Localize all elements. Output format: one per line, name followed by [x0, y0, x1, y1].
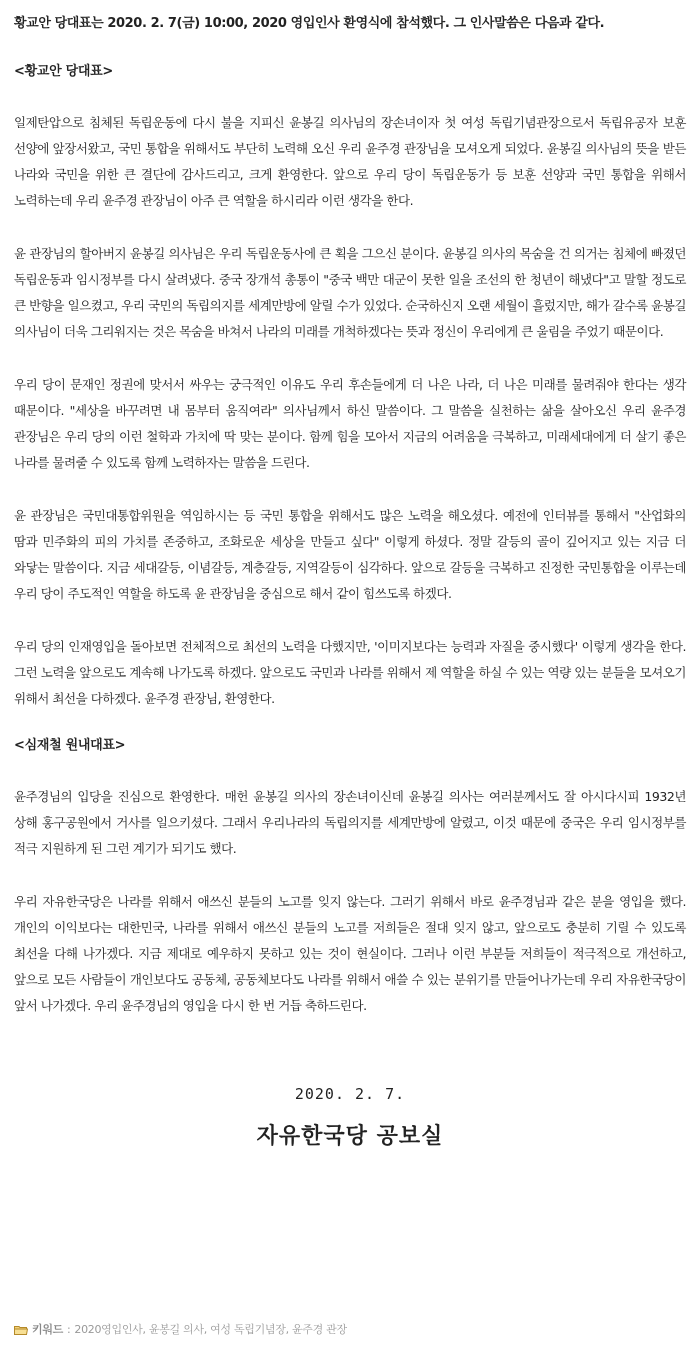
speaker-heading: <심재철 원내대표> [14, 738, 126, 753]
paragraph: 윤주경님의 입당을 진심으로 환영한다. 매헌 윤봉길 의사의 장손녀이신데 윤봉길 의사는 여러분께서도 잘 아시다시피 1932년 상해 홍구공원에서 거사를 일으키셨다. 그래서 우리나라의 독립의지를 세계만방에 알렸고, 이것 때문에 중국은 우리 임시정부를 적극 지원하게 된 그런 계기가 되기도 했다. [14, 789, 686, 856]
paragraph: 윤 관장님의 할아버지 윤봉길 의사님은 우리 독립운동사에 큰 획을 그으신 분이다. 윤봉길 의사의 목숨을 건 의거는 침체에 빠졌던 독립운동과 임시정부를 다시 살려냈다. 중국 장개석 총통이 "중국 백만 대군이 못한 일을 조선의 한 청년이 해냈다"고 말할 정도로 큰 반향을 일으켰고, 우리 국민의 독립의지를 세계만방에 알릴 수가 있었다. 순국하신지 오랜 세월이 흘렀지만, 해가 갈수록 윤봉길 의사님이 더욱 그리워지는 것은 목숨을 바쳐서 나라의 미래를 개척하겠다는 뜻과 정신이 우리에게 큰 울림을 주었기 때문이다. [14, 246, 686, 339]
paragraph: 일제탄압으로 침체된 독립운동에 다시 불을 지피신 윤봉길 의사님의 장손녀이자 첫 여성 독립기념관장으로서 독립유공자 보훈 선양에 앞장서왔고, 국민 통합을 위해서도 부단히 노력해 오신 우리 윤주경 관장님을 모셔오게 되었다. 윤봉길 의사님의 뜻을 받든 나라와 국민을 위한 큰 결단에 감사드리고, 크게 환영한다. 앞으로 우리 당이 독립운동가 등 보훈 선양과 국민 통합을 위해서 노력하는데 우리 윤주경 관장님이 아주 큰 역할을 하시리라 이런 생각을 한다. [14, 115, 686, 208]
signature-date: 2020. 2. 7. [294, 1085, 406, 1103]
section-shim [14, 736, 686, 1019]
intro-line: 황교안 당대표는 2020. 2. 7(금) 10:00, 2020 영입인사 환영식에 참석했다. 그 인사말씀은 다음과 같다. [14, 16, 605, 31]
signature-org: 자유한국당 공보실 [256, 1123, 444, 1149]
folder-icon [14, 1325, 28, 1335]
paragraph: 우리 당이 문재인 정권에 맞서서 싸우는 궁극적인 이유도 우리 후손들에게 더 나은 나라, 더 나은 미래를 물려줘야 한다는 생각 때문이다. "세상을 바꾸려면 내 몸부터 움직여라" 의사님께서 하신 말씀이다. 그 말씀을 실천하는 삶을 살아오신 우리 윤주경 관장님은 우리 당의 이런 철학과 가치에 딱 맞는 분이다. 함께 힘을 모아서 지금의 어려움을 극복하고, 미래세대에게 더 살기 좋은 나라를 물려줄 수 있도록 함께 노력하자는 말씀을 드린다. [14, 377, 686, 470]
paragraph: 우리 자유한국당은 나라를 위해서 애쓰신 분들의 노고를 잊지 않는다. 그러기 위해서 바로 윤주경님과 같은 분을 영입을 했다. 개인의 이익보다는 대한민국, 나라를 위해서 애쓰신 분들의 노고를 저희들은 절대 잊지 않고, 앞으로도 충분히 기릴 수 있도록 최선을 다해 나가겠다. 지금 제대로 예우하지 못하고 있는 것이 현실이다. 그러나 이런 부분들 저희들이 적극적으로 개선하고, 앞으로 모든 사람들이 개인보다도 공동체, 공동체보다도 나라를 위해서 애쓸 수 있는 분위기를 만들어나가는데 우리 자유한국당이 앞서 나가겠다. 우리 윤주경님의 영입을 다시 한 번 거듭 축하드린다. [14, 894, 686, 1013]
keyword-bar [14, 1321, 347, 1339]
speaker-heading: <황교안 당대표> [14, 64, 113, 79]
keyword-list[interactable]: 2020영입인사, 윤봉길 의사, 여성 독립기념장, 윤주경 관장 [74, 1323, 347, 1336]
paragraph: 우리 당의 인재영입을 돌아보면 전체적으로 최선의 노력을 다했지만, '이미지보다는 능력과 자질을 중시했다' 이렇게 생각을 한다. 그런 노력을 앞으로도 계속해 나가도록 하겠다. 앞으로도 국민과 나라를 위해서 제 역할을 하실 수 있는 역량 있는 분들을 모셔오기 위해서 최선을 다하겠다. 윤주경 관장님, 환영한다. [14, 639, 686, 706]
keyword-separator: : [66, 1323, 71, 1336]
paragraph: 윤 관장님은 국민대통합위원을 역임하시는 등 국민 통합을 위해서도 많은 노력을 해오셨다. 예전에 인터뷰를 통해서 "산업화의 땀과 민주화의 피의 가치를 존중하고, 조화로운 세상을 만들고 싶다" 이렇게 하셨다. 정말 갈등의 골이 깊어지고 있는 지금 더 와닿는 말씀이다. 지금 세대갈등, 이념갈등, 계층갈등, 지역갈등이 심각하다. 앞으로 갈등을 극복하고 진정한 국민통합을 이루는데 우리 당이 주도적인 역할을 하도록 윤 관장님을 중심으로 해서 같이 힘쓰도록 하겠다. [14, 508, 686, 601]
section-hwang [14, 62, 686, 712]
keyword-label: 키워드 [32, 1323, 63, 1336]
signature-block [14, 1083, 686, 1151]
